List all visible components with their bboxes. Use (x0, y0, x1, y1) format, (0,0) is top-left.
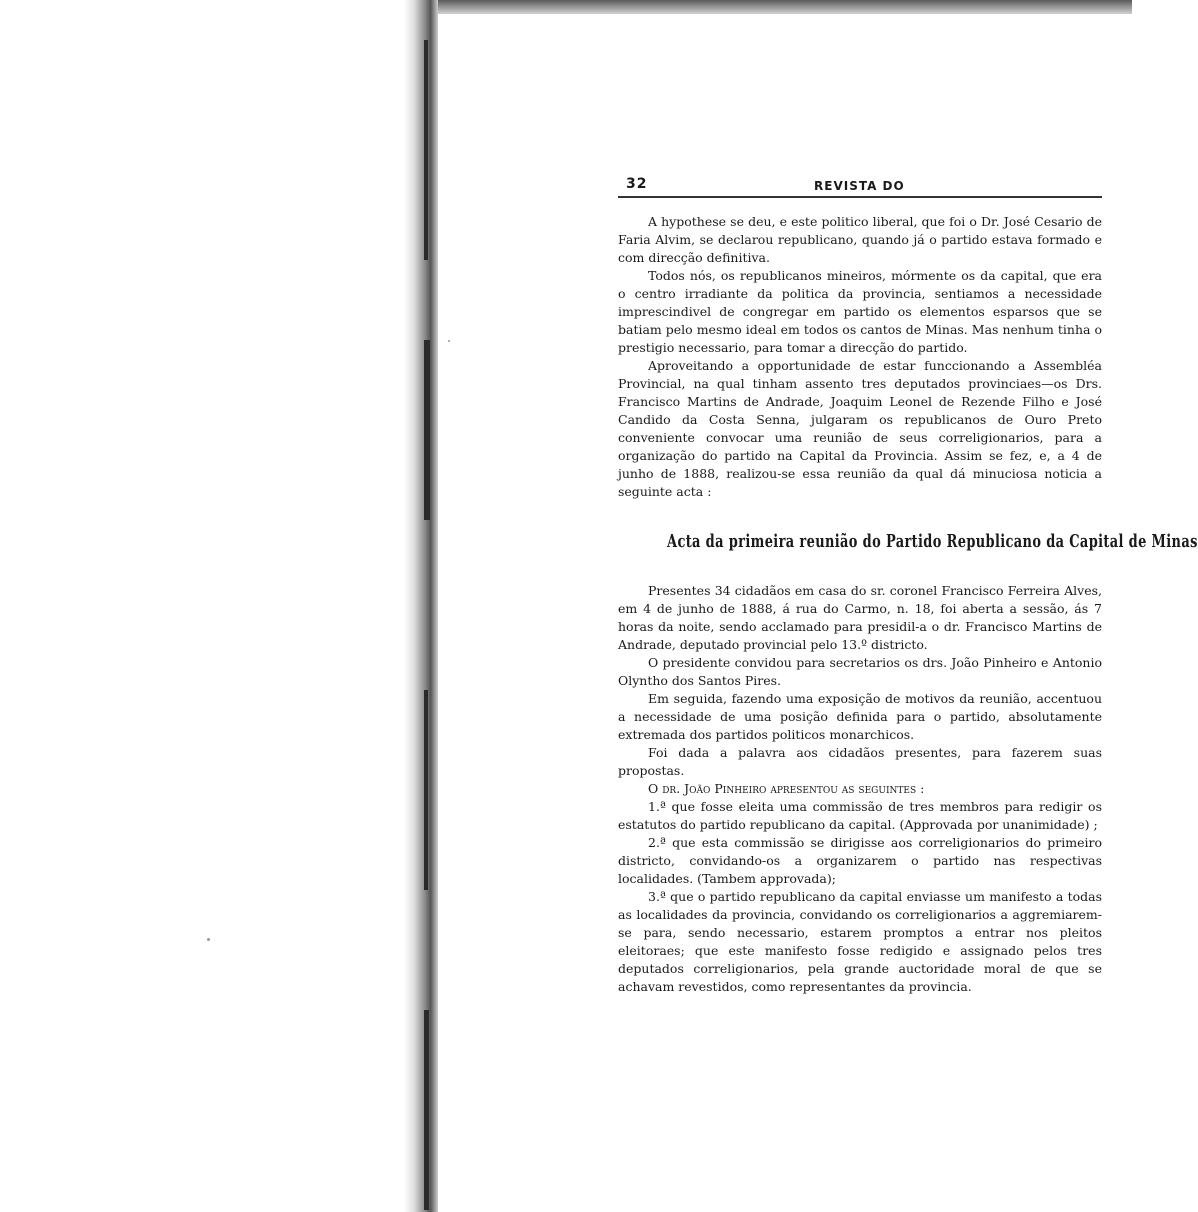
paragraph: Foi dada a palavra aos cidadãos presentes, para fazerem suas propostas. (618, 745, 1102, 778)
paragraph: Todos nós, os republicanos mineiros, mórmente os da capital, que era o centro irradiante da politica da provincia, sentiamos a necessidade imprescindivel de congregar em partido os elementos esparsos que se batiam pelo mesmo ideal em todos os cantos de Minas. Mas nenhum tinha o prestigio necessario, para tomar a direcção do partido. (618, 268, 1102, 355)
proposal-item: 1.ª que fosse eleita uma commissão de tres membros para redigir os estatutos do partido republicano da capital. (Approvada por unanimidade) ; (618, 799, 1102, 832)
proposal-item: 2.ª que esta commissão se dirigisse aos correligionarios do primeiro districto, convidando-os a organizarem o partido nas respectivas localidades. (Tambem approvada); (618, 835, 1102, 886)
proposal-item: 3.ª que o partido republicano da capital enviasse um manifesto a todas as localidades da provincia, convidando os correligionarios a aggremiarem-se para, sendo necessario, estarem promptos a entrar nos pleitos eleitoraes; que este manifesto fosse redigido e assignado pelos tres deputados correligionarios, pela grande auctoridade moral de que se achavam revestidos, como representantes da provincia. (618, 889, 1102, 994)
book-gutter (404, 0, 438, 1212)
page-number: 32 (626, 176, 648, 192)
paragraph: A hypothese se deu, e este politico liberal, que foi o Dr. José Cesario de Faria Alvim, se declarou republicano, quando já o partido estava formado e com direcção definitiva. (618, 214, 1102, 265)
paragraph: Presentes 34 cidadãos em casa do sr. coronel Francisco Ferreira Alves, em 4 de junho de 1888, á rua do Carmo, n. 18, foi aberta a sessão, ás 7 horas da noite, sendo acclamado para presidil-a o dr. Francisco Martins de Andrade, deputado provincial pelo 13.º districto. (618, 583, 1102, 652)
scan-speck (207, 938, 210, 941)
paragraph: Aproveitando a opportunidade de estar funccionando a Assembléa Provincial, na qual tinham assento tres deputados provinciaes—os Drs. Francisco Martins de Andrade, Joaquim Leonel de Rezende Filho e José Candido da Costa Senna, julgaram os republicanos de Ouro Preto conveniente convocar uma reunião de seus correligionarios, para a organização do partido na Capital da Provincia. Assim se fez, e, a 4 de junho de 1888, realizou-se essa reunião da qual dá minuciosa noticia a seguinte acta : (618, 358, 1102, 499)
paragraph: Em seguida, fazendo uma exposição de motivos da reunião, accentuou a necessidade de uma posição definida para o partido, absolutamente extremada dos partidos politicos monarchicos. (618, 691, 1102, 742)
book-page (618, 174, 1198, 996)
section-heading: Acta da primeira reunião do Partido Republicano da Capital de Minas (667, 531, 1198, 552)
running-head (618, 174, 1102, 198)
gutter-edge-mark (424, 1010, 429, 1210)
paragraph: O presidente convidou para secretarios os drs. João Pinheiro e Antonio Olyntho dos Santos Pires. (618, 655, 1102, 688)
gutter-edge-mark (424, 340, 430, 520)
intro-text (618, 213, 1102, 501)
gutter-edge-mark (424, 690, 428, 890)
gutter-edge-mark (424, 40, 428, 260)
paragraph: O dr. João Pinheiro apresentou as seguintes : (648, 781, 925, 796)
running-title: REVISTA DO (814, 179, 905, 193)
scan-speck (448, 340, 450, 342)
acta-text (618, 582, 1102, 996)
scan-shadow-top (430, 0, 1132, 14)
